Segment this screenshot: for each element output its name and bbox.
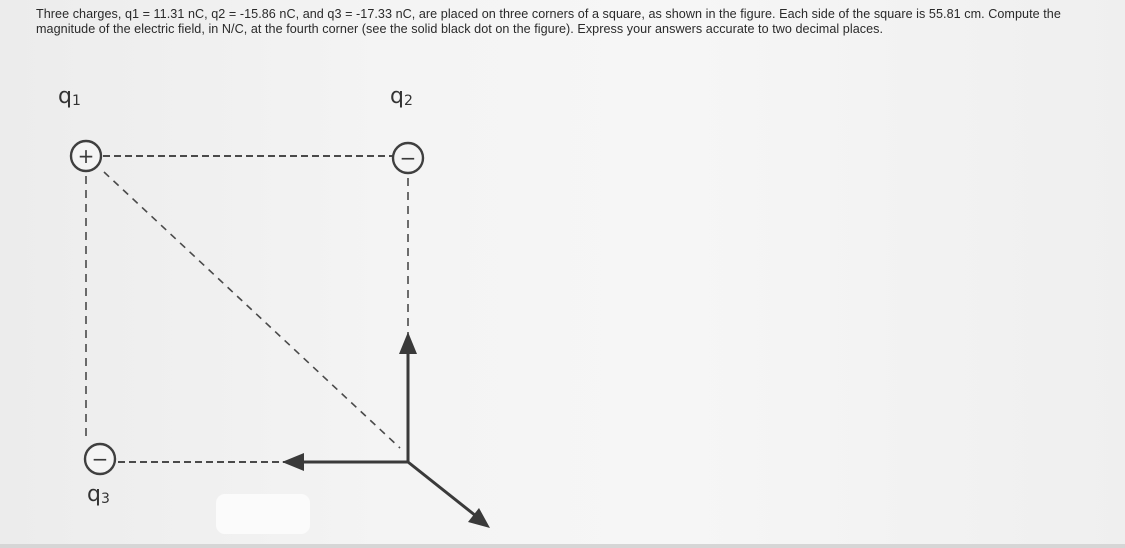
charge-q3 — [85, 444, 115, 474]
vector-up-arrowhead — [399, 332, 417, 354]
redacted-blob — [216, 494, 310, 534]
vector-diagonal — [408, 462, 476, 516]
label-q3-subscript: 3 — [100, 491, 110, 507]
problem-text-line-1: Three charges, q1 = 11.31 nC, q2 = -15.86 nC, and q3 = -17.33 nC, are placed on three corners of a square, as shown in the figure. Each side of the square is 55.81 cm. Compute the — [36, 7, 1061, 21]
minus-sign-icon: − — [399, 146, 417, 170]
charge-q2 — [393, 143, 423, 173]
plus-sign-icon: + — [77, 144, 95, 168]
vector-left-arrowhead — [282, 453, 304, 471]
diagonal-dashed-line — [104, 172, 400, 448]
label-q2-subscript: 2 — [403, 93, 413, 109]
label-q3-letter: q — [87, 482, 101, 507]
bottom-edge-strip — [0, 544, 1125, 548]
minus-sign-icon: − — [91, 447, 109, 471]
charge-q1 — [71, 141, 101, 171]
problem-text-line-2: magnitude of the electric field, in N/C, at the fourth corner (see the solid black dot on the figure). Express your answers accurate to two decimal places. — [36, 22, 884, 36]
label-q1-letter: q — [58, 84, 72, 109]
label-q2-letter: q — [390, 84, 404, 109]
label-q1-subscript: 1 — [71, 93, 81, 109]
